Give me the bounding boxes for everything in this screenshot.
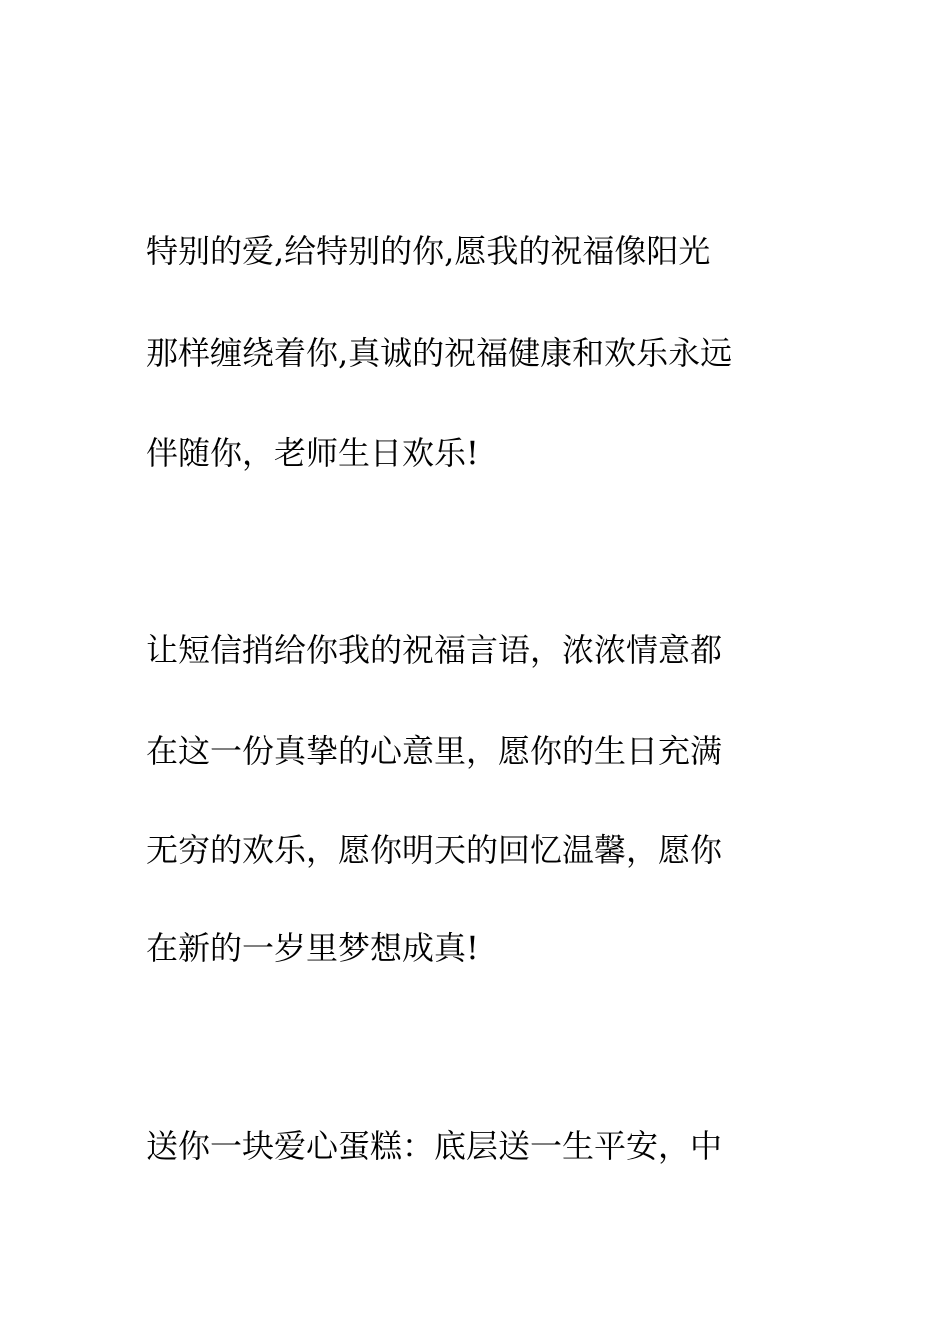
paragraph-2-line-3: 无穷的欢乐，愿你明天的回忆温馨，愿你: [146, 831, 723, 869]
paragraph-2-line-4: 在新的一岁里梦想成真!: [146, 929, 479, 967]
paragraph-1-line-2: 那样缠绕着你,真诚的祝福健康和欢乐永远: [146, 334, 733, 372]
paragraph-2-line-2: 在这一份真挚的心意里，愿你的生日充满: [146, 732, 723, 770]
paragraph-3-line-1: 送你一块爱心蛋糕：底层送一生平安，中: [146, 1127, 723, 1165]
paragraph-1-line-3: 伴随你，老师生日欢乐!: [146, 434, 479, 472]
paragraph-1-line-1: 特别的爱,给特别的你,愿我的祝福像阳光: [146, 232, 711, 270]
paragraph-2-line-1: 让短信捎给你我的祝福言语，浓浓情意都: [146, 631, 723, 669]
